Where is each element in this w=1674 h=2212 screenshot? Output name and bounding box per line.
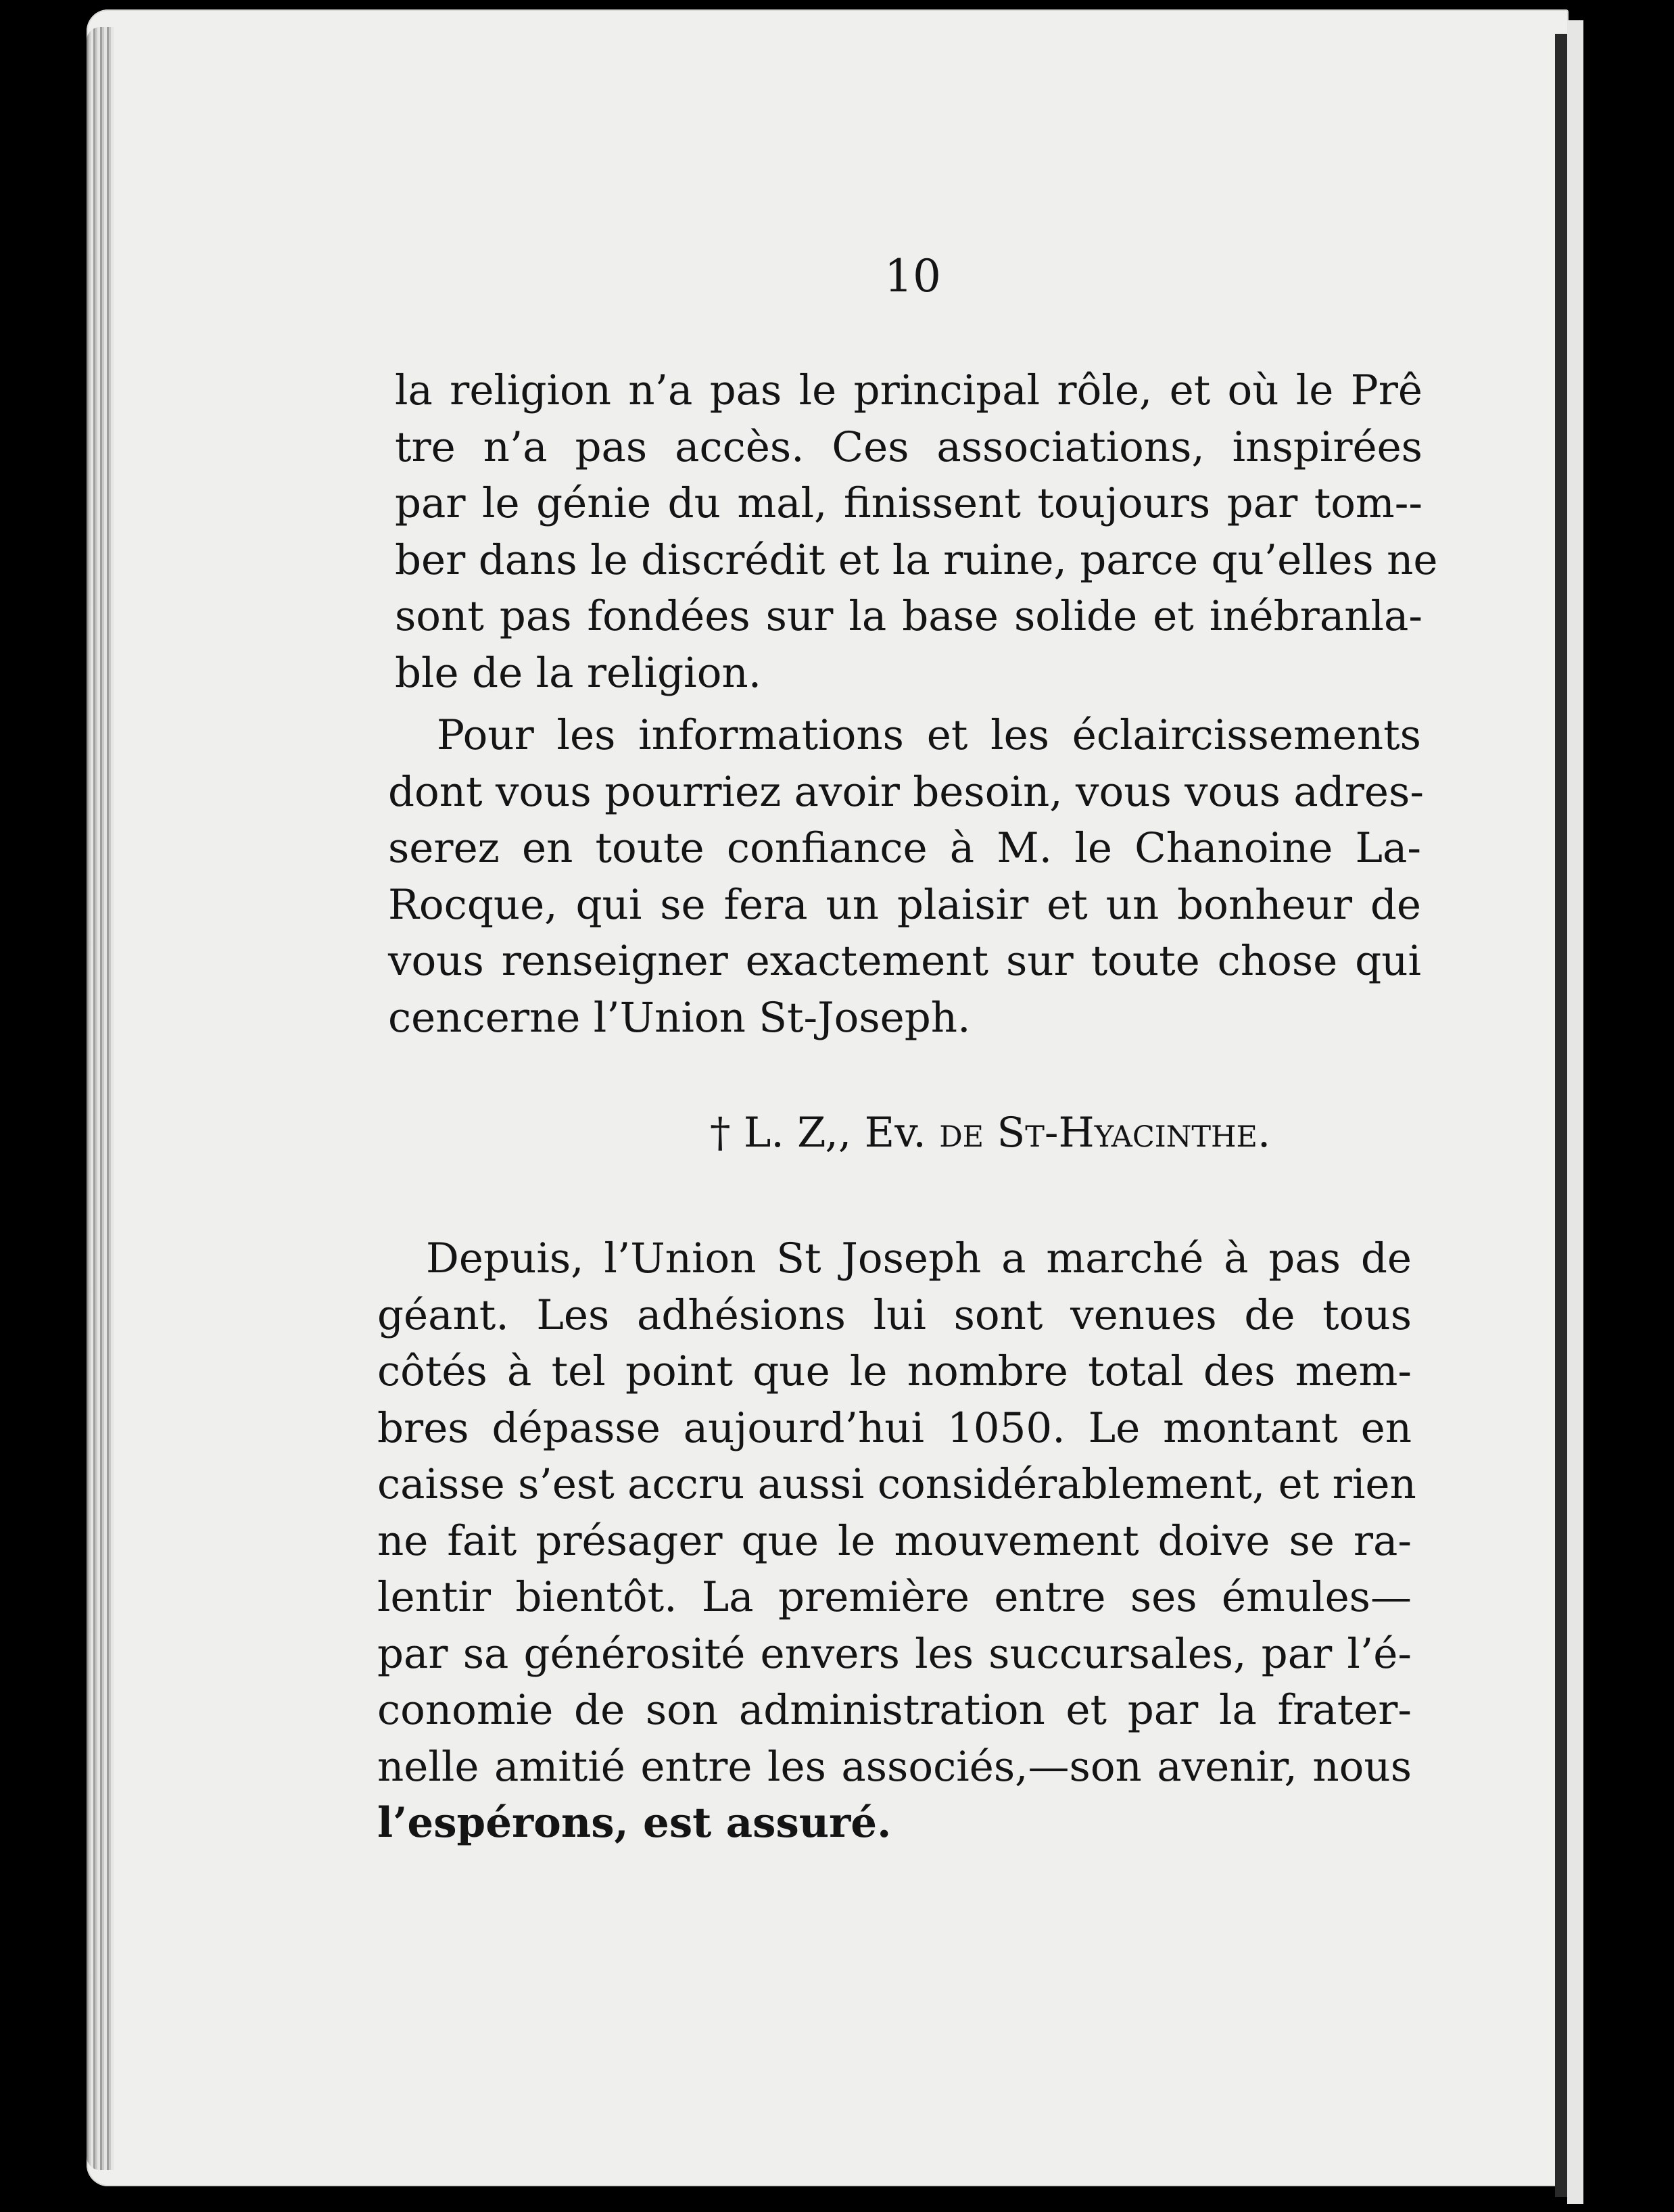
text-line: ne fait présager que le mouvement doive se ra- xyxy=(377,1516,1412,1565)
text-line: Depuis, l’Union St Joseph a marché à pas de xyxy=(426,1234,1412,1282)
text-line: par le génie du mal, finissent toujours par tom-- xyxy=(395,479,1422,527)
signature-see: de St-Hyacinthe. xyxy=(939,1109,1271,1157)
text-line: serez en toute confiance à M. le Chanoine La- xyxy=(388,824,1421,872)
text-line: ber dans le discrédit et la ruine, parce qu’elles ne xyxy=(395,535,1438,584)
text-line: dont vous pourriez avoir besoin, vous vous adres- xyxy=(388,767,1424,816)
text-line: bres dépasse aujourd’hui 1050. Le montant en xyxy=(377,1403,1412,1452)
gutter-shadow xyxy=(1555,34,1567,2197)
text-line: conomie de son administration et par la frater- xyxy=(377,1686,1412,1734)
text-line: Pour les informations et les éclaircissements xyxy=(437,711,1421,759)
text-line: la religion n’a pas le principal rôle, et où le Prê xyxy=(395,366,1422,414)
bishop-signature xyxy=(710,1109,1386,1157)
text-line: ble de la religion. xyxy=(395,648,762,697)
text-line: nelle amitié entre les associés,—son avenir, nous xyxy=(377,1742,1412,1791)
text-line: caisse s’est accru aussi considérablement, et rien xyxy=(377,1460,1416,1508)
text-line: côtés à tel point que le nombre total des mem- xyxy=(377,1347,1412,1395)
text-line: Rocque, qui se fera un plaisir et un bonheur de xyxy=(388,880,1421,929)
text-line: par sa générosité envers les succursales, par l’é- xyxy=(377,1629,1412,1678)
text-line: vous renseigner exactement sur toute chose qui xyxy=(388,937,1421,985)
paragraph-depuis xyxy=(377,1230,1416,1852)
page-number: 10 xyxy=(884,250,941,302)
paper-sheet xyxy=(87,9,1569,2186)
text-line: tre n’a pas accès. Ces associations, inspirées xyxy=(395,423,1422,471)
paragraph-religion xyxy=(395,362,1438,701)
paragraph-informations xyxy=(388,707,1424,1046)
text-line: lentir bientôt. La première entre ses émules— xyxy=(377,1573,1412,1621)
text-line: l’espérons, est assuré. xyxy=(377,1799,892,1847)
binding-edge xyxy=(87,27,114,2170)
signature-prefix: † L. Z,, Ev. xyxy=(710,1109,926,1157)
text-line: sont pas fondées sur la base solide et inébranla- xyxy=(395,592,1422,640)
text-line: cencerne l’Union St-Joseph. xyxy=(388,993,971,1042)
next-page-edge xyxy=(1567,20,1583,2204)
text-line: géant. Les adhésions lui sont venues de tous xyxy=(377,1291,1412,1339)
